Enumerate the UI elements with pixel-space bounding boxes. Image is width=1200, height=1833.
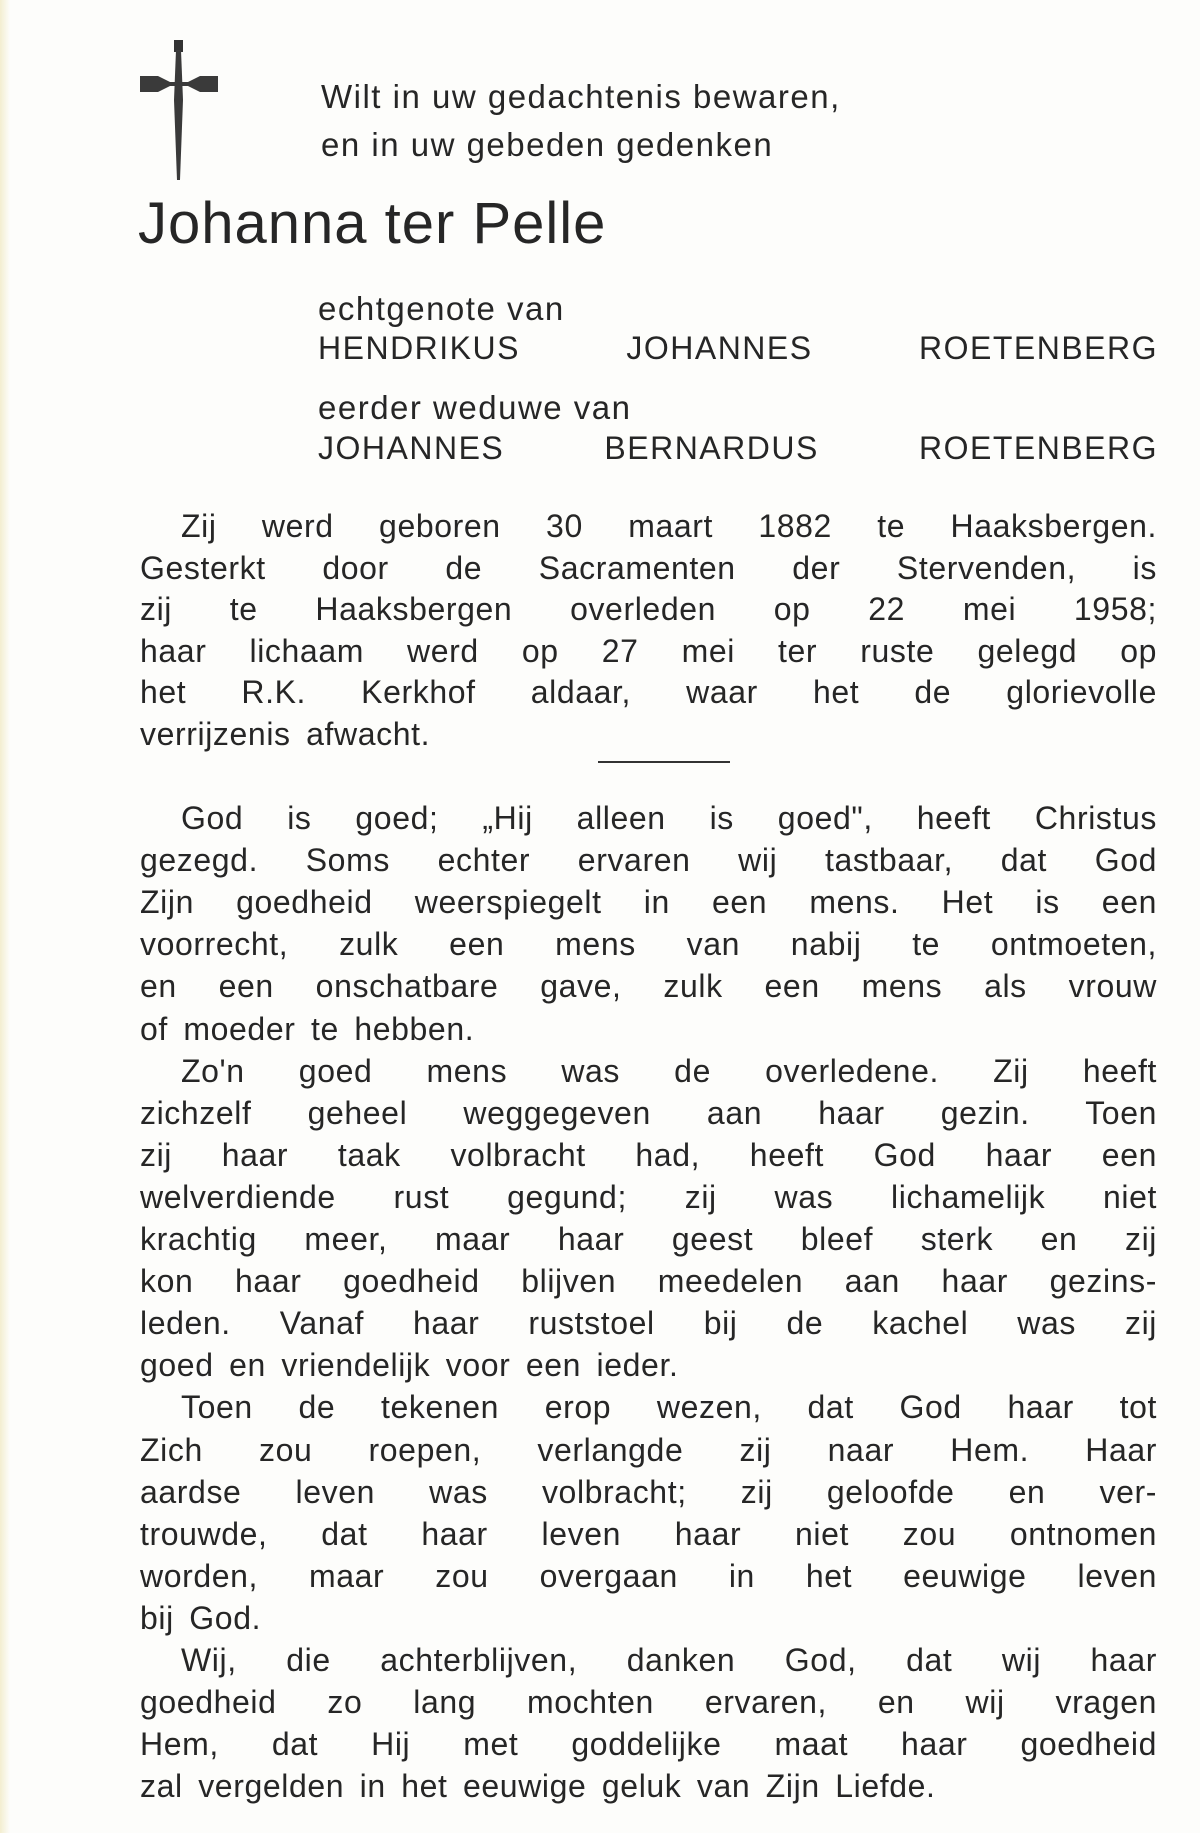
text-line: zij haar taak volbracht had, heeft God haar een [140,1136,1157,1173]
text-line: aardse leven was volbracht; zij geloofde en ver- [140,1473,1157,1510]
text-line: welverdiende rust gegund; zij was lichamelijk niet [140,1178,1157,1215]
text-line: Zo'n goed mens was de overledene. Zij heeft [181,1052,1157,1089]
spouse-name: HENDRIKUS JOHANNES ROETENBERG [318,330,1158,366]
text-line: worden, maar zou overgaan in het eeuwige leven [140,1557,1157,1594]
text-line: Toen de tekenen erop wezen, dat God haar tot [181,1389,1157,1426]
text-line: God is goed; „Hij alleen is goed", heeft Christus [181,800,1157,836]
text-line: en een onschatbare gave, zulk een mens als vrouw [140,968,1157,1005]
text-line: Zij werd geboren 30 maart 1882 te Haaksbergen. [181,508,1157,544]
former-spouse-name: JOHANNES BERNARDUS ROETENBERG [318,430,1158,466]
text-line: bij God. [140,1599,262,1636]
text-line: leden. Vanaf haar ruststoel bij de kachel was zij [140,1305,1157,1342]
relation-label: echtgenote van [318,290,565,327]
text-line: Gesterkt door de Sacramenten der Stervenden, is [140,549,1157,586]
divider [598,761,730,763]
card-edge [0,0,10,1833]
text-line: trouwde, dat haar leven haar niet zou ontnomen [140,1515,1157,1552]
text-line: goedheid zo lang mochten ervaren, en wij vragen [140,1684,1157,1721]
text-line: zal vergelden in het eeuwige geluk van Zijn Liefde. [140,1768,936,1805]
text-line: goed en vriendelijk voor een ieder. [140,1347,679,1384]
text-line: voorrecht, zulk een mens van nabij te ontmoeten, [140,926,1157,963]
relation-label: eerder weduwe van [318,389,632,426]
text-line: zij te Haaksbergen overleden op 22 mei 1958; [140,591,1157,628]
text-line: haar lichaam werd op 27 mei ter ruste gelegd op [140,632,1157,669]
text-line: het R.K. Kerkhof aldaar, waar het de glorievolle [140,674,1157,711]
deceased-name: Johanna ter Pelle [138,191,607,256]
text-line: kon haar goedheid blijven meedelen aan haar gezins- [140,1263,1157,1300]
text-line: Wij, die achterblijven, danken God, dat wij haar [181,1642,1157,1678]
text-line: gezegd. Soms echter ervaren wij tastbaar, dat God [140,842,1157,879]
text-line: of moeder te hebben. [140,1010,475,1047]
text-line: Zich zou roepen, verlangde zij naar Hem. Haar [140,1431,1157,1468]
motto-line: Wilt in uw gedachtenis bewaren, [321,78,841,115]
motto-line: en in uw gebeden gedenken [321,126,774,163]
text-line: Hem, dat Hij met goddelijke maat haar goedheid [140,1726,1157,1763]
text-line: krachtig meer, maar haar geest bleef sterk en zij [140,1221,1157,1257]
text-line: verrijzenis afwacht. [140,716,431,752]
text-line: zichzelf geheel weggegeven aan haar gezin. Toen [140,1094,1157,1131]
text-line: Zijn goedheid weerspiegelt in een mens. Het is een [140,884,1157,921]
cross-icon [140,40,218,182]
